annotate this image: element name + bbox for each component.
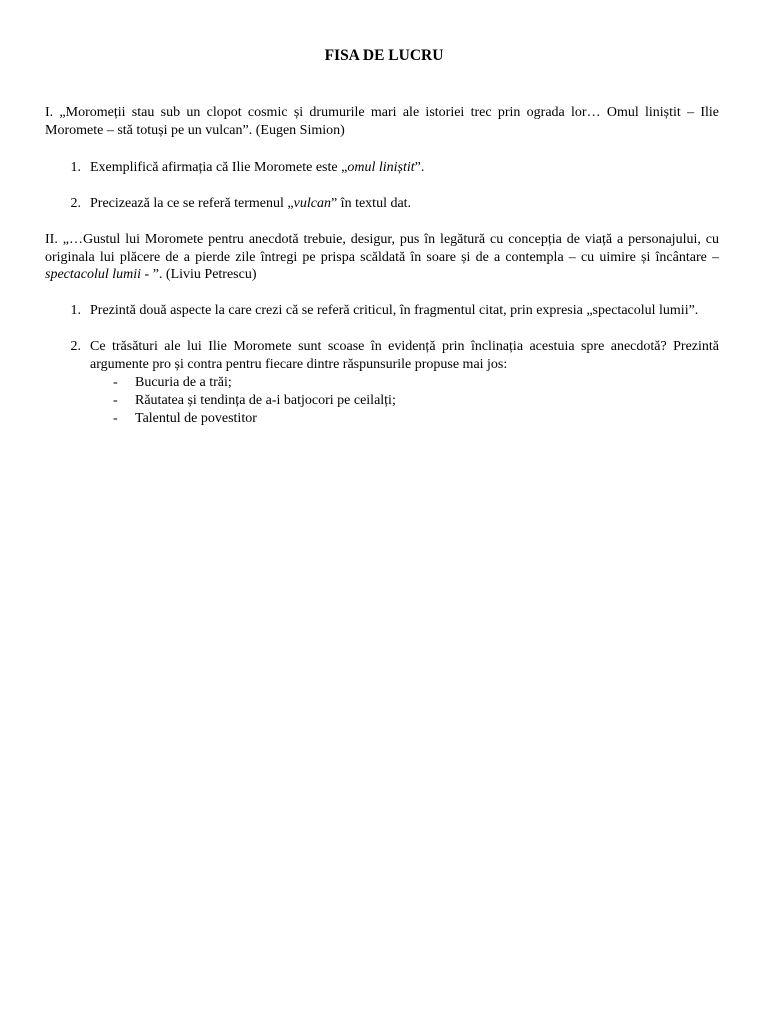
section-2-quote xyxy=(45,231,719,284)
dash-bullet: - xyxy=(113,393,118,408)
page-title: FISA DE LUCRU xyxy=(324,47,444,64)
item-number: 2. xyxy=(70,196,81,211)
option-text: Bucuria de a trăi; xyxy=(135,375,232,390)
item-number: 1. xyxy=(70,303,81,318)
item-text xyxy=(90,159,719,177)
quote-text: II. „…Gustul lui Moromete pentru anecdotă trebuie, desigur, pus în legătură cu concepția de viață a personajului, cu originala lui plăcere de a pierde zile întregi pe prispa scăldată în soare și de a contempla – cu uimire și încântare – xyxy=(45,232,719,265)
item-text-prefix: Precizează la ce se referă termenul „ xyxy=(90,196,294,211)
quote-italic: spectacolul lumii xyxy=(45,267,142,282)
dash-bullet: - xyxy=(113,375,118,390)
item-text xyxy=(90,195,719,213)
dash-bullet: - xyxy=(113,411,118,426)
item-text-suffix: ” în textul dat. xyxy=(330,196,412,211)
option-text: Talentul de povestitor xyxy=(135,411,257,426)
item-text: Prezintă două aspecte la care crezi că se referă criticul, în fragmentul citat, prin expresia „spectacolul lumii”. xyxy=(90,303,699,318)
item-number: 2. xyxy=(70,339,81,354)
section-1-quote: I. „Moromeții stau sub un clopot cosmic și drumurile mari ale istoriei trec prin ograda lor… Omul liniștit – Ilie Moromete – stă totuși pe un vulcan”. (Eugen Simion) xyxy=(45,105,719,138)
option-text: Răutatea și tendința de a-i batjocori pe ceilalți; xyxy=(135,393,396,408)
item-text: Ce trăsături ale lui Ilie Moromete sunt scoase în evidență prin înclinația acestuia spre anecdotă? Prezintă argumente pro și contra pentru fiecare dintre răspunsurile propuse mai jos: xyxy=(90,339,719,372)
item-text-prefix: Exemplifică afirmația că Ilie Moromete este „ xyxy=(90,160,348,175)
item-number: 1. xyxy=(70,160,81,175)
item-text-italic: omul liniștit xyxy=(347,160,415,175)
item-text-italic: vulcan xyxy=(293,196,331,211)
item-text-suffix: ”. xyxy=(414,160,425,175)
quote-suffix: - ”. (Liviu Petrescu) xyxy=(141,267,257,282)
